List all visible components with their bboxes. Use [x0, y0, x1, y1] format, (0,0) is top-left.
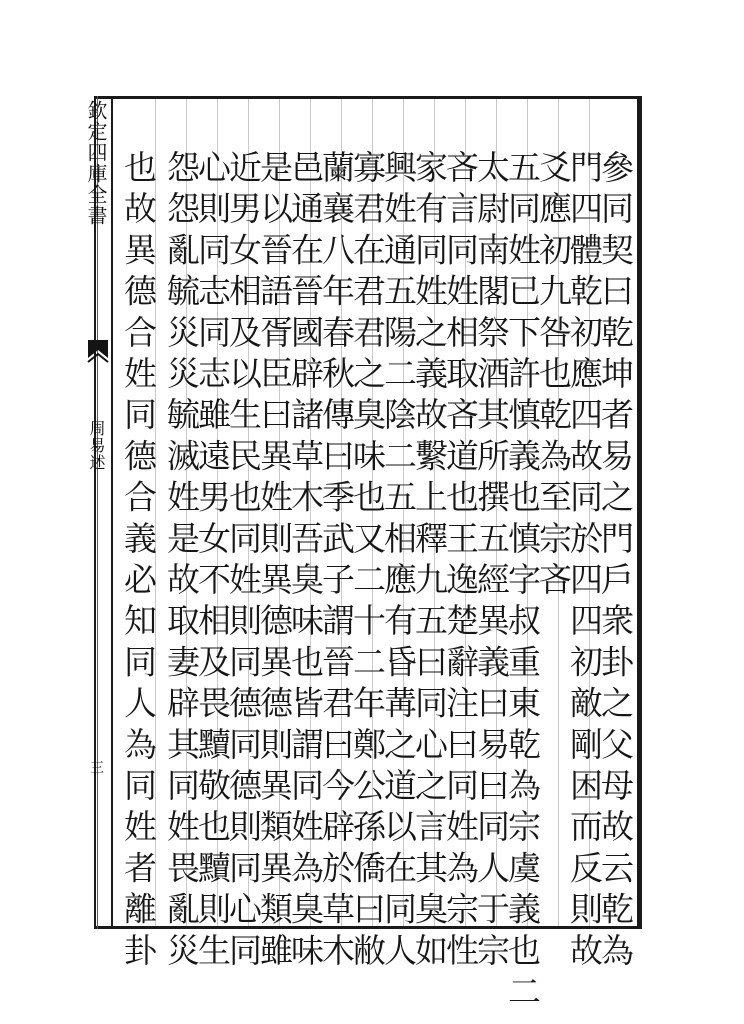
text-column-15: 怨怨亂毓災災毓滅姓是故取妻辟其同姓畏亂災	[162, 150, 201, 974]
text-column-7: 家有同姓之義故繫上釋九五曰同心之言其臭如	[410, 150, 449, 974]
text-column-10: 蘭襄八年春秋傳曰季武子謂晉君曰今辟於草木	[317, 150, 356, 974]
text-column-1: 參同契曰乾坤者易之門戶衆卦之父母故云乾為	[596, 150, 635, 974]
gutter-chapter: 周易述	[87, 420, 106, 471]
gutter-rule	[111, 96, 113, 929]
text-column-2: 門四體乾初應四故同於四四初敵剛困而反則故	[565, 150, 604, 974]
fishtail-icon	[86, 338, 110, 378]
gutter-page-number: 三	[88, 760, 104, 775]
gutter-book-title: 欽定四庫全書	[84, 100, 108, 226]
text-column-6: 吝言同姓相取吝道也王逸楚辭注曰同姓為宗性	[441, 150, 480, 974]
text-column-11: 邑通在晉國辟諸草木吾臭味也皆謂同姓為臭味	[286, 150, 325, 974]
text-column-9: 寡君在君君之臭味也又二十二年鄭公孫僑曰敝	[348, 150, 387, 974]
text-column-16: 也故異德合姓同德合義必知同人為同姓者離卦	[119, 150, 158, 974]
text-column-13: 近男女相及以生民也同姓則同德同德則同心同	[224, 150, 263, 974]
text-column-3: 爻應初九咎也乾為至宗吝	[534, 150, 573, 604]
text-column-14: 心則同志同志雖遠男女不相及畏黷敬也黷則生	[193, 150, 232, 974]
frame-top-rule	[94, 96, 642, 99]
text-column-8: 興姓通五陽二陰二五相應有昏冓之道以在同人	[379, 150, 418, 974]
text-column-4: 五同姓已下許慎義也慎字叔重東乾為宗虞義也二	[503, 150, 542, 1016]
text-column-12: 是以晉語胥臣曰異姓則異德異德則異類異類雖	[255, 150, 294, 974]
frame-right-rule	[637, 96, 642, 929]
text-column-5: 太尉南閣祭酒其所撰五經異義曰易曰同人于宗	[472, 150, 511, 974]
